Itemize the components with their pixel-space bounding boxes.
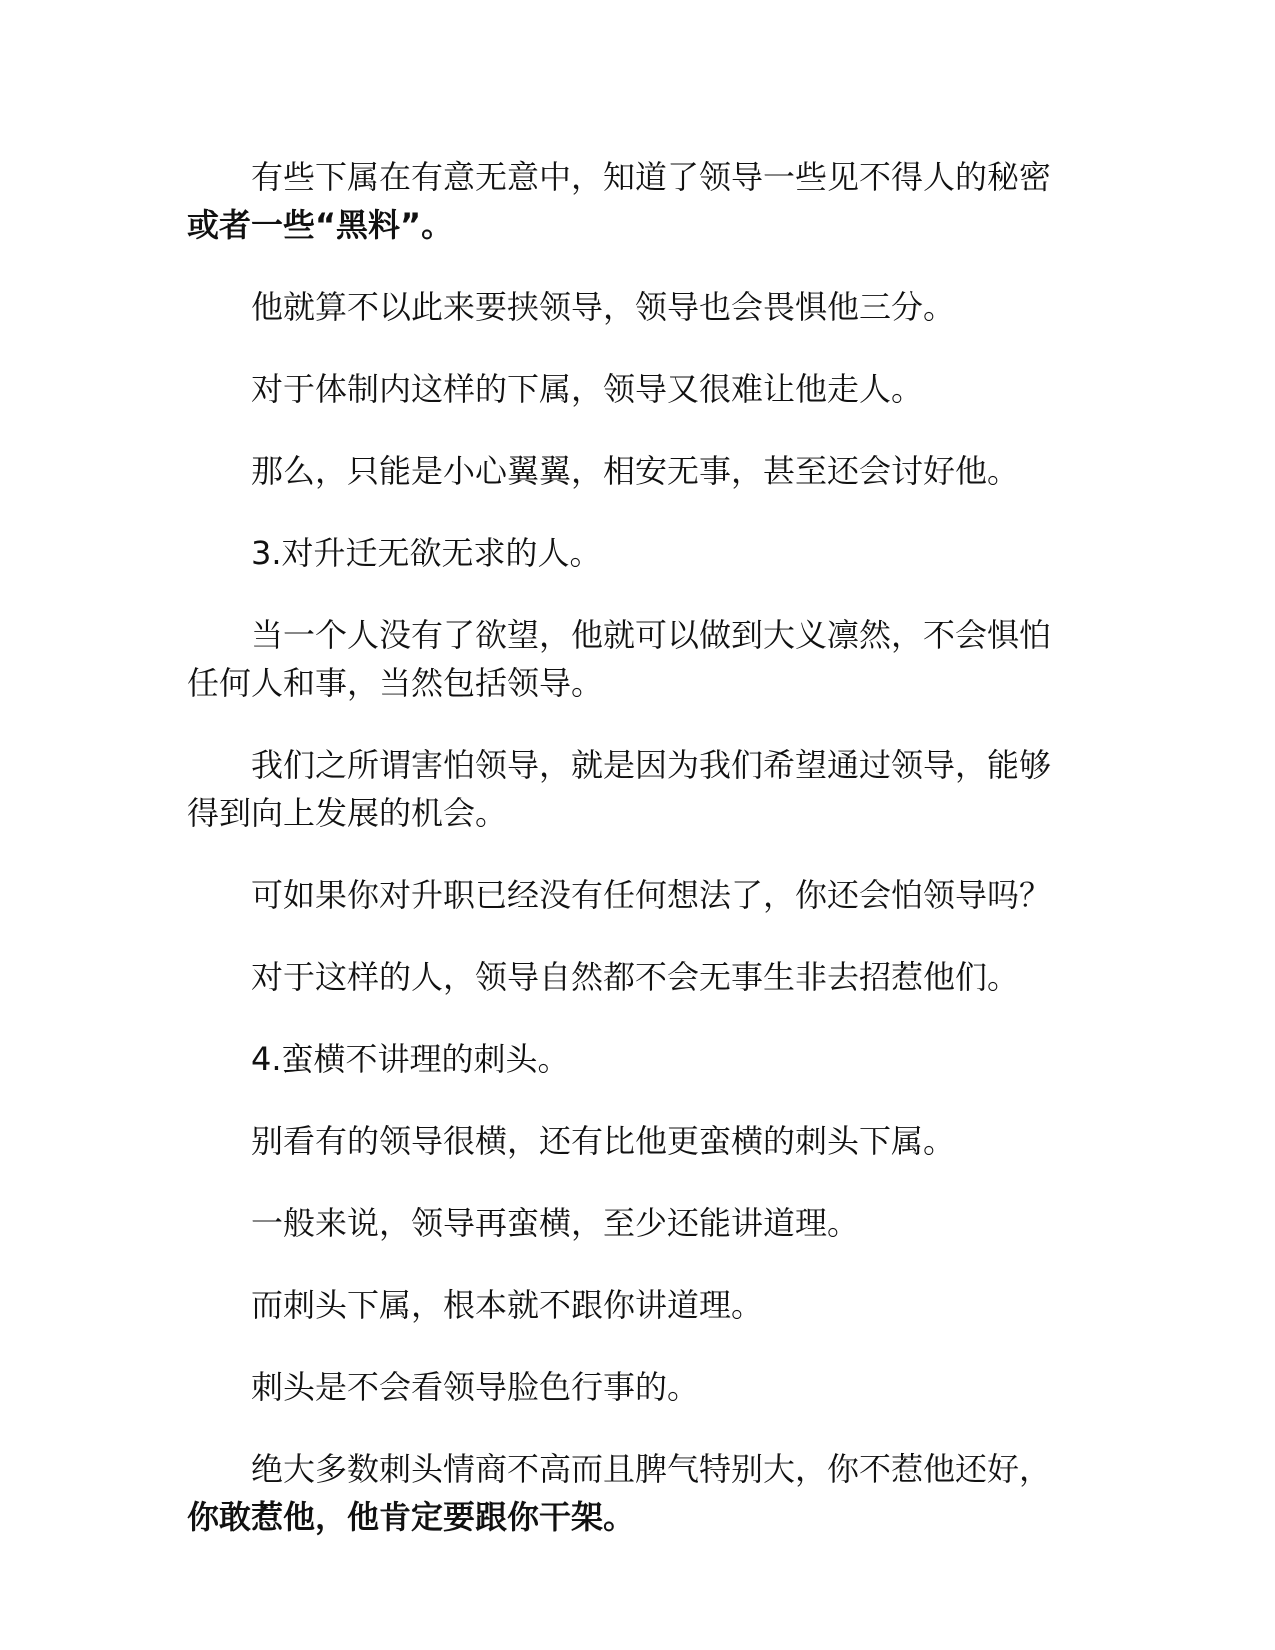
paragraph (187, 1445, 1092, 1541)
text-line: 绝大多数刺头情商不高而且脾气特别大，你不惹他还好， (251, 1450, 1052, 1488)
text-line: 别看有的领导很横，还有比他更蛮横的刺头下属。 (251, 1122, 956, 1160)
text-line: 得到向上发展的机会。 (187, 794, 508, 832)
text-line: 有些下属在有意无意中，知道了领导一些见不得人的秘密 (251, 158, 1052, 196)
text-line: 刺头是不会看领导脸色行事的。 (251, 1368, 700, 1406)
text-line: 那么，只能是小心翼翼，相安无事，甚至还会讨好他。 (251, 452, 1020, 490)
document-body (187, 153, 1092, 1575)
text-line: 对于体制内这样的下属，领导又很难让他走人。 (251, 370, 924, 408)
paragraph (187, 447, 1092, 495)
text-line: 对于这样的人，领导自然都不会无事生非去招惹他们。 (251, 958, 1020, 996)
text-line: 4.蛮横不讲理的刺头。 (251, 1040, 570, 1078)
paragraph (187, 1199, 1092, 1247)
text-line: 一般来说，领导再蛮横，至少还能讲道理。 (251, 1204, 860, 1242)
paragraph (187, 871, 1092, 919)
paragraph (187, 1281, 1092, 1329)
paragraph (187, 1363, 1092, 1411)
text-line: 或者一些“黑料”。 (187, 206, 454, 244)
paragraph (187, 1117, 1092, 1165)
paragraph (187, 283, 1092, 331)
paragraph (187, 953, 1092, 1001)
text-line: 可如果你对升职已经没有任何想法了，你还会怕领导吗？ (251, 876, 1052, 914)
paragraph (187, 741, 1092, 837)
paragraph (187, 153, 1092, 249)
text-line: 而刺头下属，根本就不跟你讲道理。 (251, 1286, 764, 1324)
text-line: 3.对升迁无欲无求的人。 (251, 534, 602, 572)
paragraph (187, 365, 1092, 413)
text-line: 当一个人没有了欲望，他就可以做到大义凛然，不会惧怕 (251, 616, 1052, 654)
section-heading (187, 1035, 1092, 1083)
text-line: 你敢惹他，他肯定要跟你干架。 (187, 1498, 636, 1536)
paragraph (187, 611, 1092, 707)
text-line: 任何人和事，当然包括领导。 (187, 664, 604, 702)
text-line: 他就算不以此来要挟领导，领导也会畏惧他三分。 (251, 288, 956, 326)
section-heading (187, 529, 1092, 577)
text-line: 我们之所谓害怕领导，就是因为我们希望通过领导，能够 (251, 746, 1052, 784)
